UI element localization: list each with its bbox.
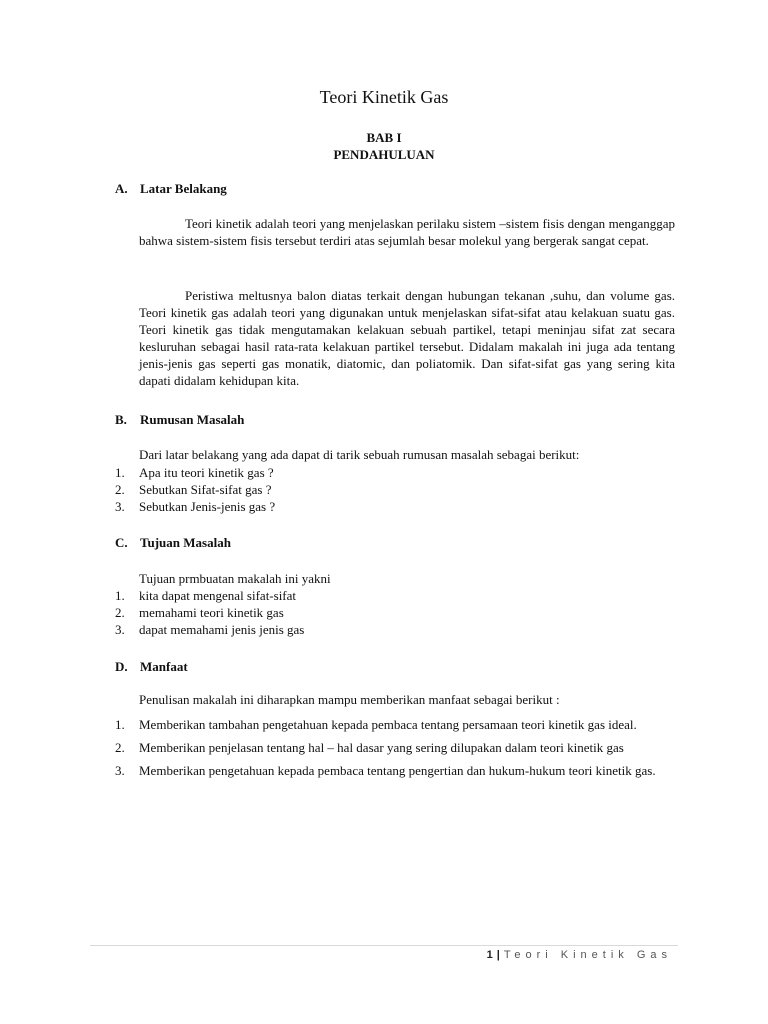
list-item-text: Memberikan pengetahuan kepada pembaca tentang pengertian dan hukum-hukum teori kinetik gas. — [139, 763, 656, 778]
chapter-title: PENDAHULUAN — [333, 147, 435, 162]
section-b-letter: B. — [115, 412, 127, 427]
section-d-letter: D. — [115, 659, 128, 674]
section-c-heading — [115, 534, 231, 551]
list-item-number: 3. — [115, 763, 125, 778]
page-footer — [487, 948, 672, 962]
section-b-list — [115, 464, 675, 515]
list-item — [115, 762, 675, 779]
list-item-text: dapat memahami jenis jenis gas — [139, 622, 305, 637]
chapter-number: BAB I — [366, 130, 402, 145]
list-item-text: Memberikan penjelasan tentang hal – hal dasar yang sering dilupakan dalam teori kinetik gas — [139, 740, 624, 755]
footer-divider — [90, 945, 678, 946]
list-item — [115, 621, 675, 638]
section-c-intro: Tujuan prmbuatan makalah ini yakni — [139, 571, 331, 586]
list-item-number: 2. — [115, 482, 125, 497]
section-a-heading — [115, 180, 227, 197]
list-item-text: kita dapat mengenal sifat-sifat — [139, 588, 297, 603]
section-d-heading — [115, 658, 188, 675]
section-b-intro: Dari latar belakang yang ada dapat di tarik sebuah rumusan masalah sebagai berikut: — [139, 447, 580, 462]
list-item-number: 3. — [115, 499, 125, 514]
list-item-number: 1. — [115, 588, 125, 603]
list-item-number: 2. — [115, 740, 125, 755]
list-item — [115, 587, 675, 604]
footer-page-number: 1 — [486, 949, 493, 961]
chapter-heading — [0, 129, 768, 163]
section-b-title: Rumusan Masalah — [140, 412, 245, 427]
list-item-text: Sebutkan Jenis-jenis gas ? — [139, 499, 276, 514]
section-a-letter: A. — [115, 181, 128, 196]
section-d-title: Manfaat — [140, 659, 188, 674]
list-item-number: 2. — [115, 605, 125, 620]
list-item — [115, 498, 675, 515]
section-b-heading — [115, 411, 244, 428]
section-a-paragraph-1: Teori kinetik adalah teori yang menjelaskan perilaku sistem –sistem fisis dengan menganggap bahwa sistem-sistem fisis tersebut terdiri atas sejumlah besar molekul yang bergerak sangat cepat. — [139, 216, 675, 248]
section-c-letter: C. — [115, 535, 128, 550]
section-a-paragraph-2: Peristiwa meltusnya balon diatas terkait dengan hubungan tekanan ,suhu, dan volume gas. Teori kinetik gas adalah teori yang digunakan untuk menjelaskan sifat-sifat atau kelakuan suatu gas. Teori kinetik gas tidak mengutamakan kelakuan sebuah partikel, tetapi meninjau sifat zat secara kesluruhan sebagai hasil rata-rata kelakuan partikel tersebut. Didalam makalah ini juga ada tentang jenis-jenis gas seperti gas monatik, diatomic, dan poliatomik. Dan sifat-sifat gas yang sering kita dapati didalam kehidupan kita. — [139, 288, 675, 388]
list-item — [115, 604, 675, 621]
list-item-number: 1. — [115, 465, 125, 480]
footer-title: Teori Kinetik Gas — [503, 949, 672, 961]
list-item-text: memahami teori kinetik gas — [139, 605, 284, 620]
list-item — [115, 464, 675, 481]
section-a-title: Latar Belakang — [140, 181, 227, 196]
list-item — [115, 739, 675, 756]
list-item-text: Sebutkan Sifat-sifat gas ? — [139, 482, 272, 497]
section-c-list — [115, 587, 675, 638]
list-item — [115, 716, 675, 733]
footer-separator: | — [496, 949, 500, 961]
section-d-list — [115, 716, 675, 785]
section-c-title: Tujuan Masalah — [140, 535, 231, 550]
list-item-number: 1. — [115, 717, 125, 732]
list-item-number: 3. — [115, 622, 125, 637]
list-item-text: Apa itu teori kinetik gas ? — [139, 465, 274, 480]
list-item-text: Memberikan tambahan pengetahuan kepada pembaca tentang persamaan teori kinetik gas ideal. — [139, 717, 637, 732]
section-d-intro: Penulisan makalah ini diharapkan mampu memberikan manfaat sebagai berikut : — [139, 692, 560, 707]
list-item — [115, 481, 675, 498]
page-title: Teori Kinetik Gas — [319, 87, 449, 107]
